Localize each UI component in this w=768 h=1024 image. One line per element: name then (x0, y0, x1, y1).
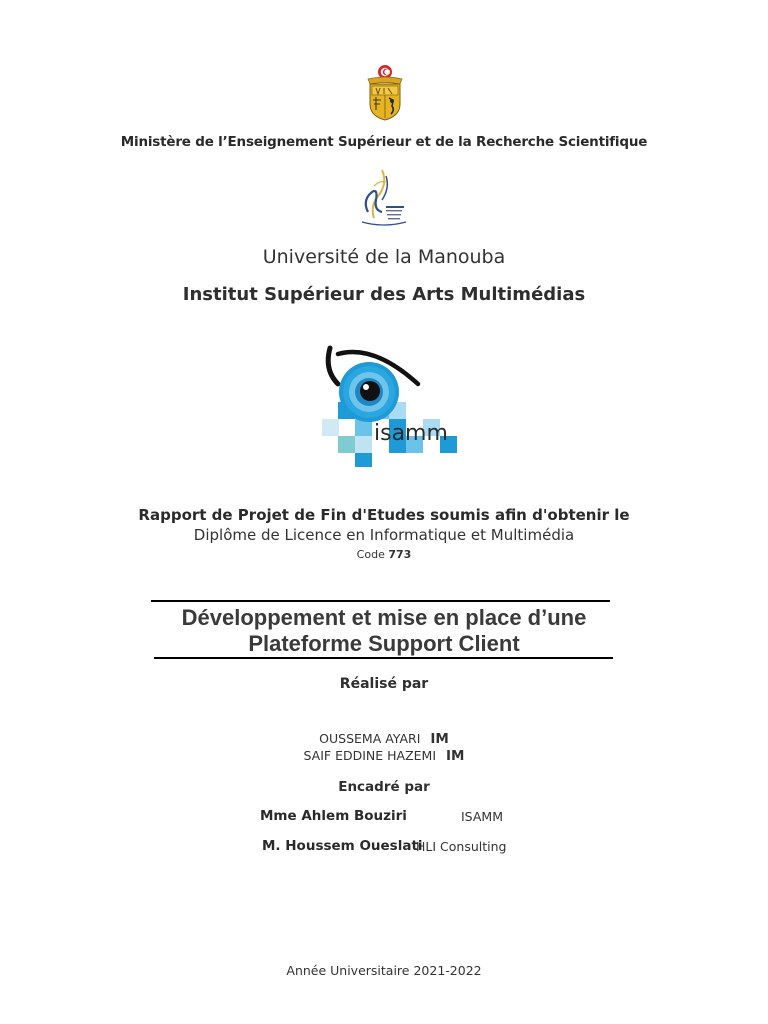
student-entry (0, 731, 768, 747)
student-tag: IM (446, 748, 465, 764)
student-name: SAIF EDDINE HAZEMI (303, 748, 437, 763)
title-bottom-rule (154, 657, 613, 659)
code-value: 773 (388, 548, 412, 561)
university-name: Université de la Manouba (262, 246, 506, 268)
diploma-name: Diplôme de Licence en Informatique et Multimédia (193, 526, 575, 544)
tunisia-emblem-icon (364, 64, 406, 122)
academic-year: Année Universitaire 2021-2022 (286, 963, 482, 978)
ministry-name: Ministère de l’Enseignement Supérieur et de la Recherche Scientifique (120, 134, 648, 150)
supervisor-name: Mme Ahlem Bouziri (260, 808, 407, 824)
project-title-line1: Développement et mise en place d’une (181, 605, 587, 630)
institute-name: Institut Supérieur des Arts Multimédias (182, 284, 586, 305)
code-label: Code (356, 548, 385, 561)
diploma-code (0, 548, 768, 561)
title-top-rule (151, 600, 610, 602)
report-description: Rapport de Projet de Fin d'Etudes soumis afin d'obtenir le (138, 506, 630, 524)
supervisor-name: M. Houssem Oueslati (262, 838, 423, 854)
supervisors-heading: Encadré par (338, 779, 430, 795)
student-tag: IM (430, 731, 449, 747)
isamm-logo (318, 340, 464, 470)
student-entry (0, 748, 768, 764)
student-name: OUSSEMA AYARI (319, 731, 421, 746)
supervisor-organization: HLI Consulting (416, 839, 507, 854)
supervisor-organization: ISAMM (461, 809, 503, 824)
manouba-university-logo (356, 166, 412, 230)
authors-heading: Réalisé par (339, 676, 429, 692)
project-title-line2: Plateforme Support Client (248, 631, 520, 656)
isamm-logo-text: isamm (374, 421, 448, 446)
